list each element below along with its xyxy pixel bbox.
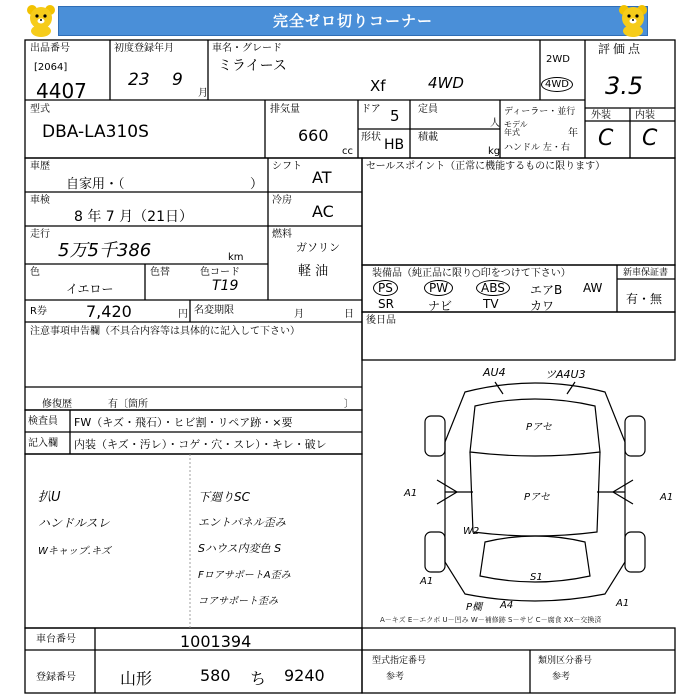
entry-row: 内装（キズ・汚レ）・コゲ・穴・スレ）・キレ・破レ [74,438,327,451]
model-label: 型式 [30,104,50,115]
category-label: 類別区分番号 [538,656,593,666]
car-name-label: 車名・グレード [212,43,282,54]
recycle-label: R券 [30,306,47,317]
yen-unit: 円 [178,309,188,320]
warranty-label: 新車保証書 [623,268,669,278]
equipment-aw: AW [583,281,603,295]
shape-value: HB [384,137,405,153]
remark-left-1: 扒U [38,490,61,505]
fuel-gas: ガソリン [296,241,340,254]
category-ref: 参考 [552,672,571,682]
equipment-label: 装備品（純正品に限り○印をつけて下さい） [372,268,571,279]
model-year-label-b: 年式 [504,128,520,137]
rear-seat-label: 後日品 [366,315,396,326]
chassis-label: 車台番号 [36,634,76,645]
diagram-rear-left: A1 [420,576,434,587]
equipment-airbag: エアB [530,283,563,297]
mileage-value: 5万5千386 [58,240,152,261]
first-reg-year: 23 [128,70,150,90]
diagram-hood: Pアセ [526,422,552,433]
diagram-door: W2 [463,526,480,537]
model-year-label-a: モデル [504,120,528,129]
cc-unit: cc [342,146,353,157]
lot-no-value: 4407 [36,79,87,103]
person-unit: 人 [490,118,500,129]
history-close: ） [250,177,264,192]
remark-right-4: FロアサポートA歪み [198,570,291,581]
diagram-right: A1 [660,492,674,503]
remark-right-5: コアサポート歪み [198,596,278,607]
fuel-diesel: 軽 油 [298,264,329,279]
equipment-abs: ABS [476,280,510,296]
name-change-month: 月 [294,309,304,320]
notes-label: 注意事項申告欄（不具合内容等は具体的に記入して下さい） [30,326,300,337]
remark-right-3: Sハウス内変色 S [198,542,282,555]
recycle-value: 7,420 [86,302,132,321]
repair-close: 〕 [344,399,354,410]
loading-label: 積載 [418,132,438,143]
chassis-value: 1001394 [180,632,252,651]
color-value: イエロー [66,282,114,296]
km-unit: km [228,252,244,263]
interior-value: C [642,126,658,151]
capacity-label: 定員 [418,104,438,115]
legend: A－キズ E－エクボ U－凹み W－補修跡 S－サビ C－腐食 XX－交換済 [380,616,602,624]
page-title: 完全ゼロ切りコーナー [58,6,648,36]
reg-kana: ち [250,669,267,688]
reg-number: 9240 [284,666,325,685]
remark-right-2: エントパネル歪み [198,516,286,529]
drive-4wd: 4WD [541,77,573,92]
name-change-label: 名変期限 [194,305,234,316]
equipment-tv: TV [483,297,499,311]
exterior-label: 外装 [591,110,611,121]
repair-history-label: 修復歴 [42,399,72,410]
diagram-top-right: ツA4U3 [545,368,586,381]
equipment-ps: PS [373,280,398,296]
diagram-top-left: AU4 [483,366,506,379]
remark-left-3: Wキャップ.キズ [38,546,111,557]
type-designation-label: 型式指定番号 [372,656,427,666]
equipment-sr: SR [378,297,394,311]
diagram-bottom-mid: A4 [500,600,514,611]
drive-note: 4WD [428,74,464,92]
diagram-left: A1 [404,488,418,499]
reg-region: 山形 [120,669,153,688]
month-unit: 月 [198,88,208,99]
reg-class: 580 [200,666,231,685]
rating-label: 評価点 [598,42,644,56]
inspection-label: 車検 [30,195,50,206]
inspection-value: 8 年 7 月（21日） [74,209,193,225]
warranty-value: 有・無 [626,292,663,306]
history-value: 自家用・（ [66,177,125,192]
exterior-value: C [598,126,614,151]
door-value: 5 [390,107,400,125]
inspector-label: 検査員 [28,416,58,427]
color-code-label: 色コード [200,267,240,278]
diagram-rear: S1 [530,572,543,583]
year-unit: 年 [568,128,578,139]
model-value: DBA-LA310S [42,122,149,142]
sales-point-label: セールスポイント（正常に機能するものに限ります） [366,161,606,172]
lot-no-small: [2064] [34,62,68,73]
diagram-bottom-left: P欄 [466,602,483,613]
lot-no-label: 出品番号 [30,43,70,54]
inspector-row: FW（キズ・飛石）・ヒビ割・リペア跡・×要 [74,416,293,429]
first-reg-label: 初度登録年月 [114,43,174,54]
aircon-value: AC [312,202,334,221]
type-designation-ref: 参考 [386,672,405,682]
entry-label: 記入欄 [28,438,58,449]
kg-unit: kg [488,146,501,157]
shift-label: シフト [272,161,302,172]
color-label: 色 [30,267,40,278]
rating-value: 3.5 [605,72,644,100]
dealer-label: ディーラー・並行 [504,107,576,117]
diagram-roof: Pアセ [524,492,550,503]
door-label: ドア [361,104,381,115]
handle-label: ハンドル 左・右 [504,143,570,153]
color-code-value: T19 [212,278,239,294]
mileage-label: 走行 [30,229,50,240]
shift-value: AT [312,168,332,187]
car-name-value: ミライース [218,58,287,74]
first-reg-month: 9 [172,70,183,90]
equipment-leather: カワ [530,299,555,313]
equipment-pw: PW [424,280,453,296]
shape-label: 形状 [361,132,381,143]
reg-label: 登録番号 [36,672,76,683]
fuel-label: 燃料 [272,229,292,240]
grade-value: Xf [370,77,386,95]
diagram-bottom-right: A1 [616,598,630,609]
remark-left-2: ハンドルスレ [38,516,110,530]
name-change-day: 日 [344,309,354,320]
equipment-navi: ナビ [428,299,453,313]
history-label: 車歴 [30,161,50,172]
interior-label: 内装 [635,110,655,121]
drive-2wd: 2WD [546,54,570,65]
remark-right-1: 下廻りSC [198,490,250,504]
displacement-value: 660 [298,126,329,145]
color-change-label: 色替 [150,267,170,278]
aircon-label: 冷房 [272,195,292,206]
displacement-label: 排気量 [270,104,300,115]
repair-history-value: 有〔箇所 [108,399,148,410]
